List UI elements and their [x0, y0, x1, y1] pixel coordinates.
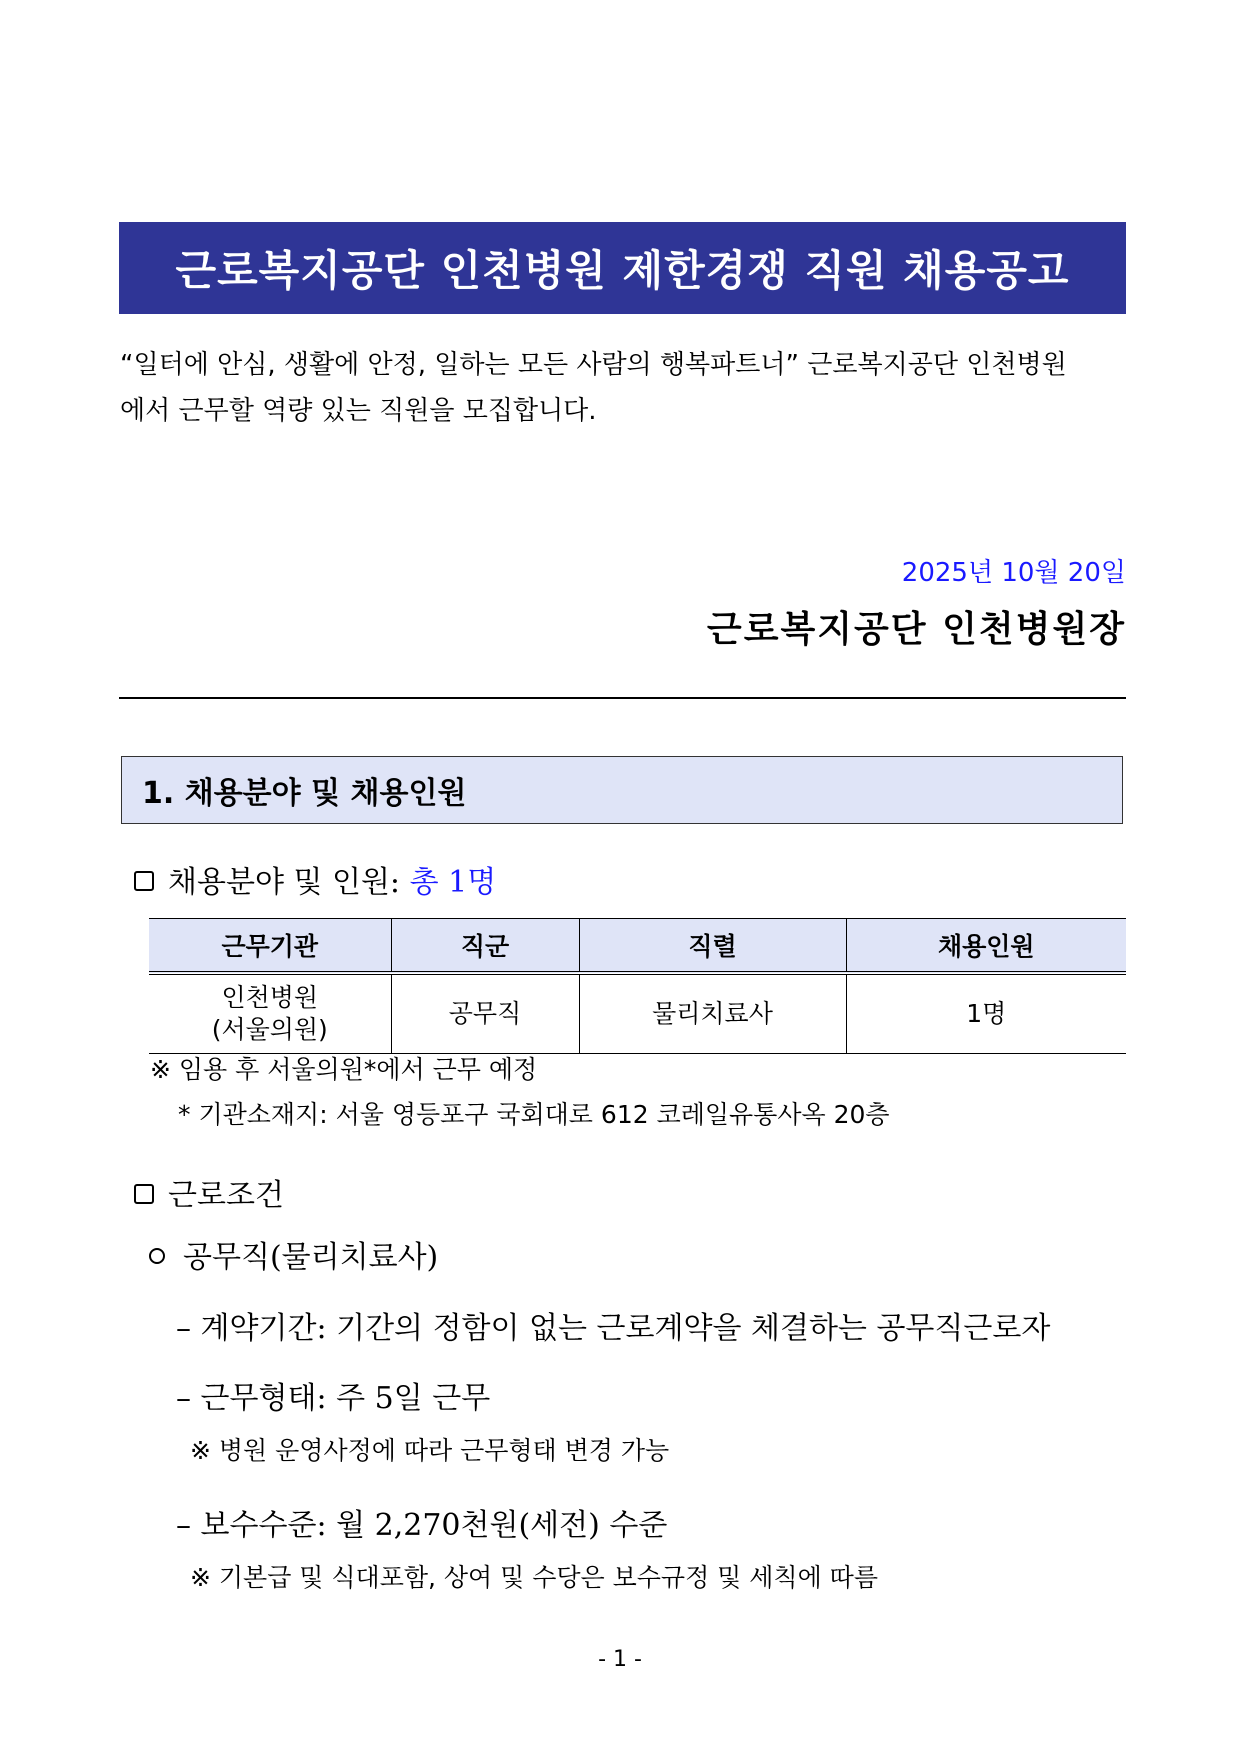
page-title: 근로복지공단 인천병원 제한경쟁 직원 채용공고	[119, 222, 1126, 314]
divider	[119, 697, 1126, 699]
cell-org	[149, 973, 391, 1054]
condition-salary: – 보수수준: 월 2,270천원(세전) 수준	[176, 1508, 668, 1543]
intro-line-2: 에서 근무할 역량 있는 직원을 모집합니다.	[120, 396, 597, 426]
cell-count: 1명	[846, 973, 1126, 1054]
conditions-heading	[134, 1170, 284, 1214]
circle-bullet-icon	[149, 1248, 165, 1264]
col-header-group: 직군	[391, 919, 579, 974]
condition-contract: – 계약기간: 기간의 정함이 없는 근로계약을 체결하는 공무직근로자	[176, 1311, 1051, 1346]
recruit-total: 총 1명	[409, 865, 497, 900]
recruit-summary	[134, 857, 496, 901]
section-heading-1: 1. 채용분야 및 채용인원	[121, 756, 1123, 824]
intro-paragraph	[120, 342, 1126, 434]
cell-group: 공무직	[391, 973, 579, 1054]
note-workplace: ※ 임용 후 서울의원*에서 근무 예정	[150, 1055, 538, 1084]
table-header-row	[149, 919, 1126, 974]
condition-salary-note: ※ 기본급 및 식대포함, 상여 및 수당은 보수규정 및 세칙에 따름	[190, 1563, 878, 1592]
col-header-org: 근무기관	[149, 919, 391, 974]
cell-org-line-2: (서울의원)	[211, 1015, 328, 1044]
checkbox-square-icon	[134, 871, 154, 891]
signer: 근로복지공단 인천병원장	[706, 609, 1126, 650]
job-heading	[149, 1232, 438, 1276]
conditions-heading-label: 근로조건	[168, 1178, 284, 1213]
condition-work-type-note: ※ 병원 운영사정에 따라 근무형태 변경 가능	[190, 1436, 670, 1465]
page-number: - 1 -	[598, 1647, 642, 1672]
recruit-table	[149, 918, 1126, 1054]
note-address: * 기관소재지: 서울 영등포구 국회대로 612 코레일유통사옥 20층	[178, 1100, 890, 1129]
intro-line-1: “일터에 안심, 생활에 안정, 일하는 모든 사람의 행복파트너” 근로복지공단 인천병원	[120, 350, 1067, 380]
checkbox-square-icon	[134, 1184, 154, 1204]
col-header-series: 직렬	[579, 919, 846, 974]
recruit-summary-label: 채용분야 및 인원:	[168, 865, 401, 900]
col-header-count: 채용인원	[846, 919, 1126, 974]
job-heading-label: 공무직(물리치료사)	[183, 1240, 439, 1275]
condition-work-type: – 근무형태: 주 5일 근무	[176, 1381, 491, 1416]
cell-org-line-1: 인천병원	[221, 983, 319, 1012]
cell-series: 물리치료사	[579, 973, 846, 1054]
notice-date: 2025년 10월 20일	[901, 558, 1126, 588]
table-row	[149, 973, 1126, 1054]
